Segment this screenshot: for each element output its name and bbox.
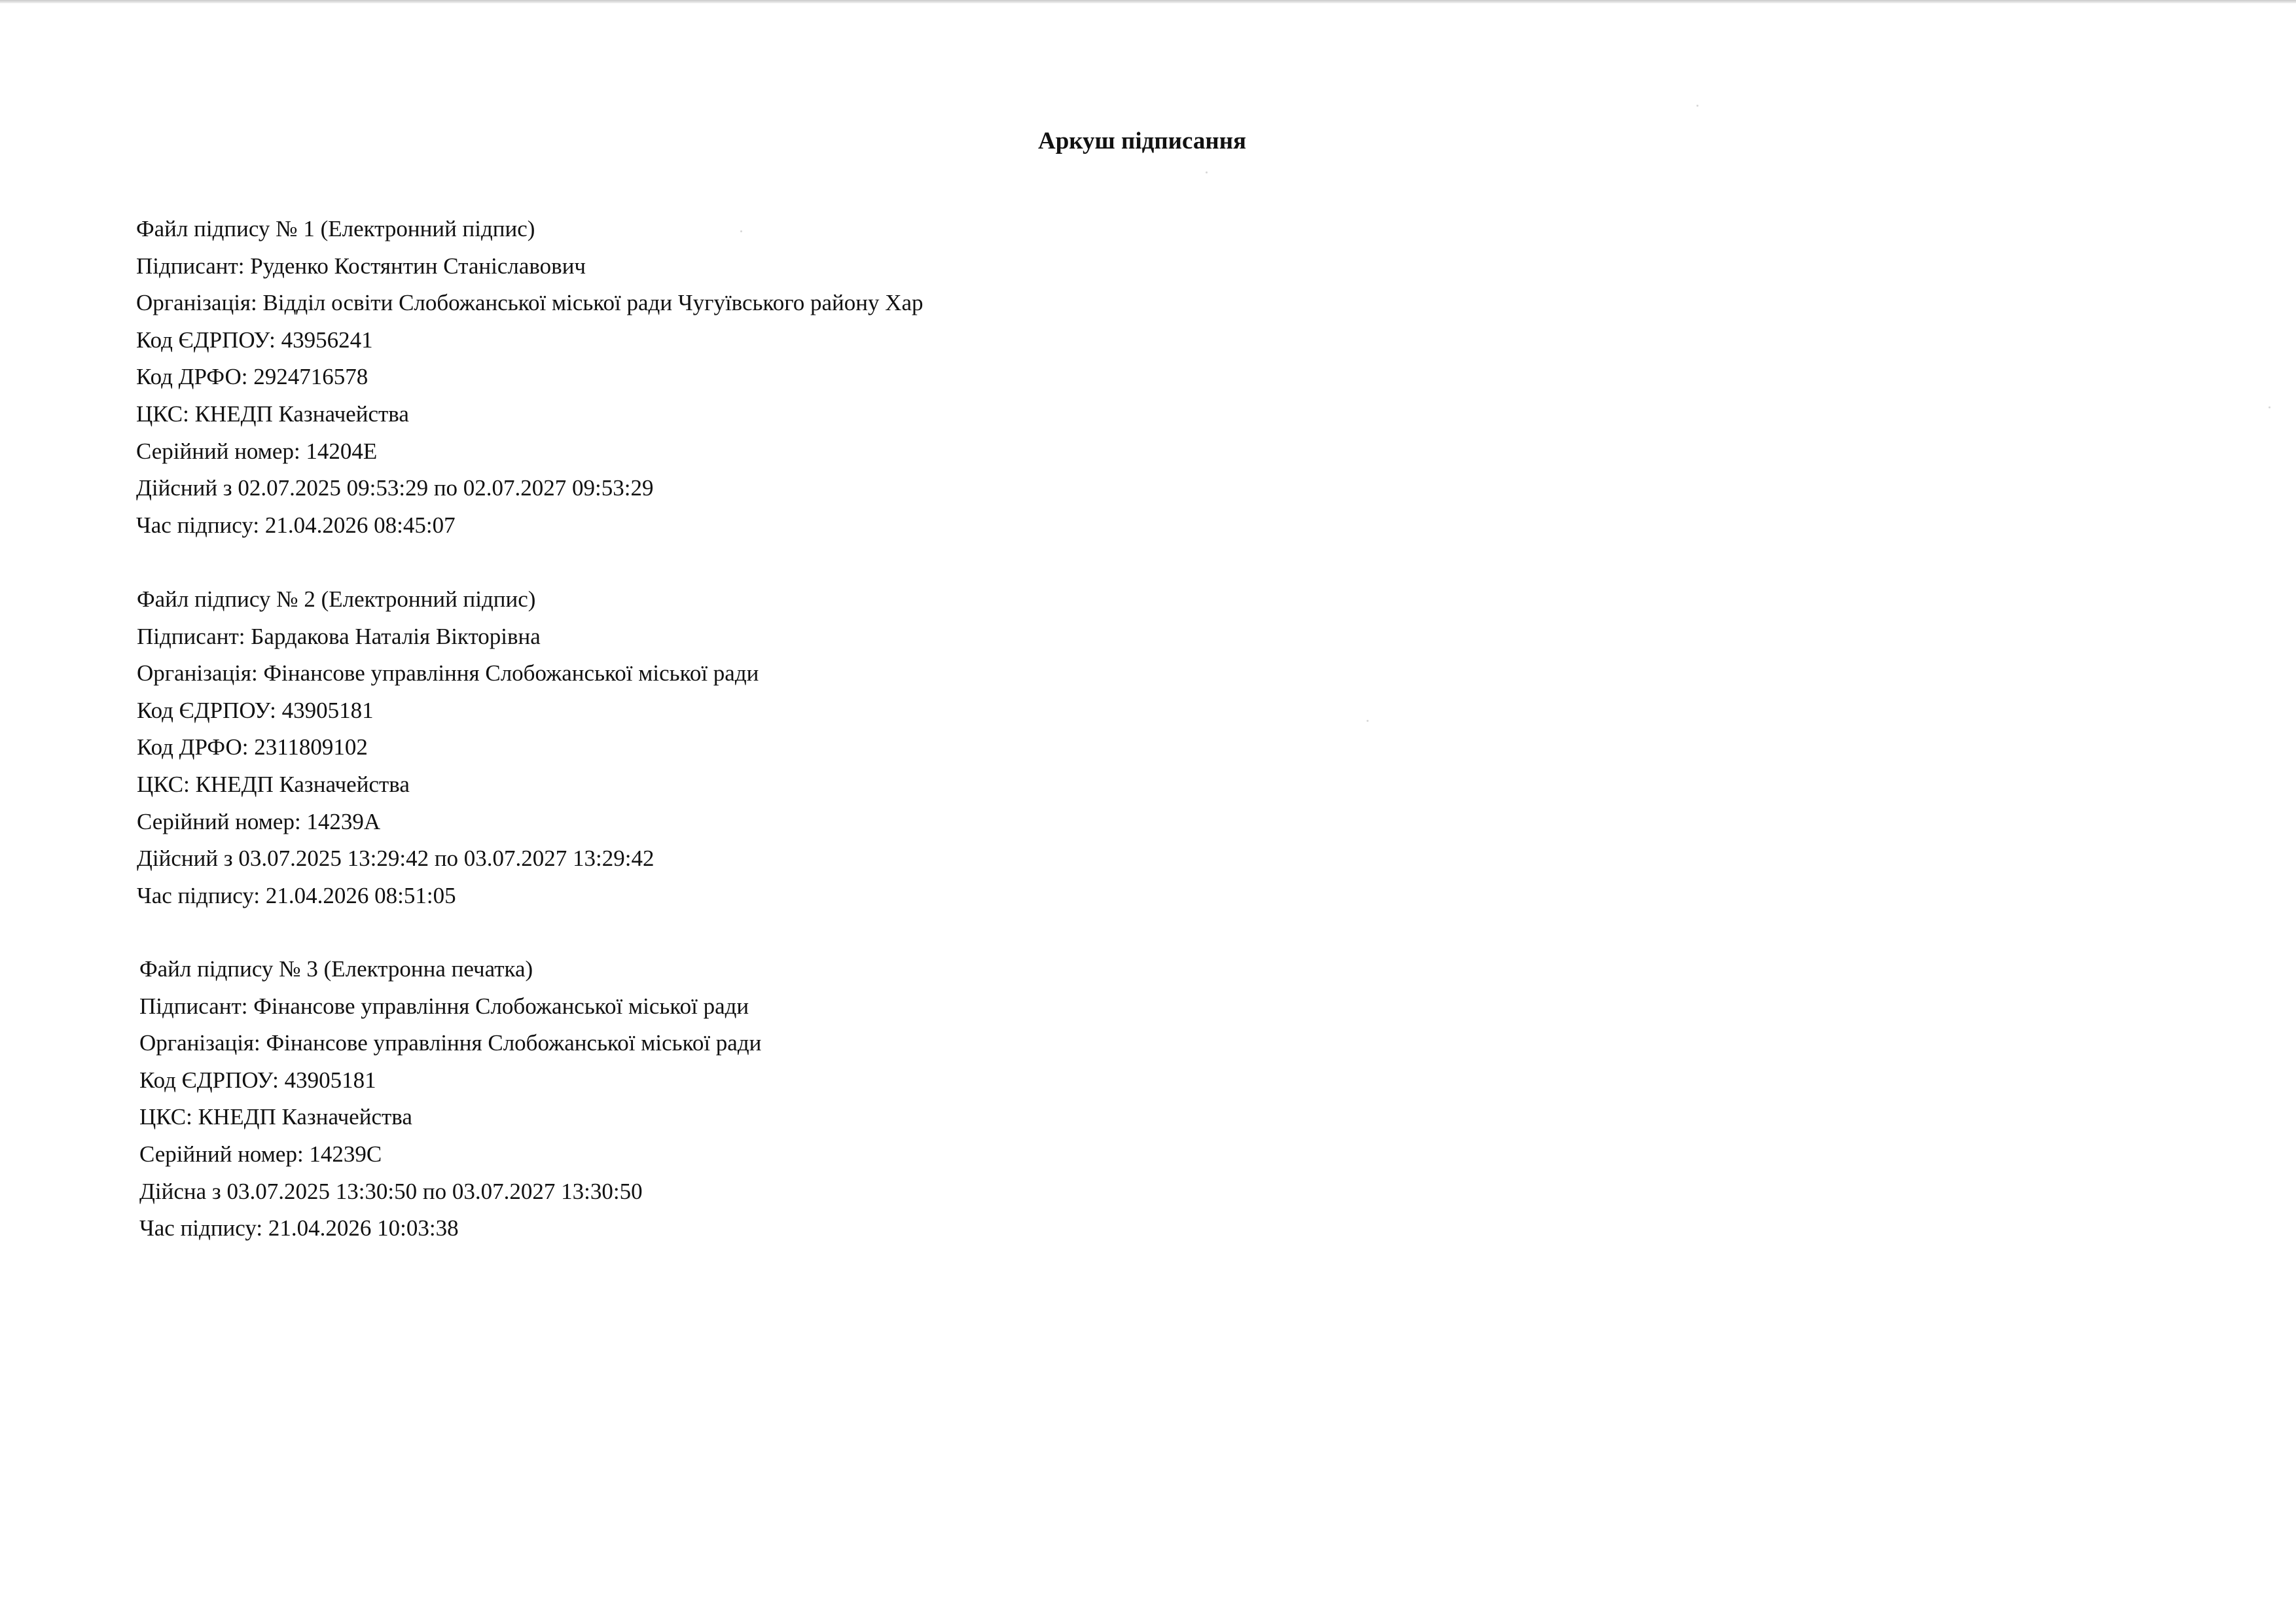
- signature-3-line-7: Дійсна з 03.07.2025 13:30:50 по 03.07.2027 13:30:50: [139, 1179, 643, 1204]
- signature-1-line-2: Підписант: Руденко Костянтин Станіславович: [136, 253, 586, 279]
- page-title: Аркуш підписання: [1037, 128, 1247, 154]
- scan-speck: [740, 230, 742, 232]
- signature-2-line-2: Підписант: Бардакова Наталія Вікторівна: [137, 624, 541, 649]
- scan-speck: [1696, 105, 1698, 107]
- signature-1-line-8: Дійсний з 02.07.2025 09:53:29 по 02.07.2027 09:53:29: [136, 475, 654, 501]
- signature-3-line-3: Організація: Фінансове управління Слобожанської міської ради: [139, 1030, 762, 1056]
- signature-1-line-1: Файл підпису № 1 (Електронний підпис): [136, 216, 535, 241]
- signature-2-line-7: Серійний номер: 14239A: [137, 809, 381, 834]
- signature-3-line-1: Файл підпису № 3 (Електронна печатка): [139, 956, 533, 982]
- signature-1-line-9: Час підпису: 21.04.2026 08:45:07: [136, 512, 456, 538]
- signature-2-line-9: Час підпису: 21.04.2026 08:51:05: [137, 883, 456, 908]
- signature-1-line-7: Серійний номер: 14204E: [136, 438, 378, 464]
- scan-speck: [1206, 171, 1208, 173]
- signature-2-line-6: ЦКС: КНЕДП Казначейства: [137, 772, 410, 797]
- signature-2-line-3: Організація: Фінансове управління Слобожанської міської ради: [137, 660, 759, 686]
- signature-3-line-2: Підписант: Фінансове управління Слобожанської міської ради: [139, 993, 749, 1019]
- signature-3-line-6: Серійний номер: 14239C: [139, 1141, 382, 1167]
- signature-3-line-4: Код ЄДРПОУ: 43905181: [139, 1067, 376, 1093]
- scan-speck: [1367, 720, 1369, 722]
- signature-1-line-6: ЦКС: КНЕДП Казначейства: [136, 401, 409, 427]
- signature-2-line-1: Файл підпису № 2 (Електронний підпис): [137, 586, 536, 612]
- signature-3-line-5: ЦКС: КНЕДП Казначейства: [139, 1104, 412, 1130]
- scan-speck: [2269, 406, 2270, 408]
- signature-3-line-8: Час підпису: 21.04.2026 10:03:38: [139, 1215, 459, 1241]
- signature-1-line-3: Організація: Відділ освіти Слобожанської міської ради Чугуївського району Хар: [136, 290, 924, 315]
- signature-2-line-8: Дійсний з 03.07.2025 13:29:42 по 03.07.2027 13:29:42: [137, 846, 655, 871]
- signature-2-line-4: Код ЄДРПОУ: 43905181: [137, 698, 374, 723]
- signature-2-line-5: Код ДРФО: 2311809102: [137, 734, 368, 760]
- signature-1-line-4: Код ЄДРПОУ: 43956241: [136, 327, 373, 353]
- scan-edge-shadow: [0, 0, 2296, 3]
- signature-1-line-5: Код ДРФО: 2924716578: [136, 364, 368, 389]
